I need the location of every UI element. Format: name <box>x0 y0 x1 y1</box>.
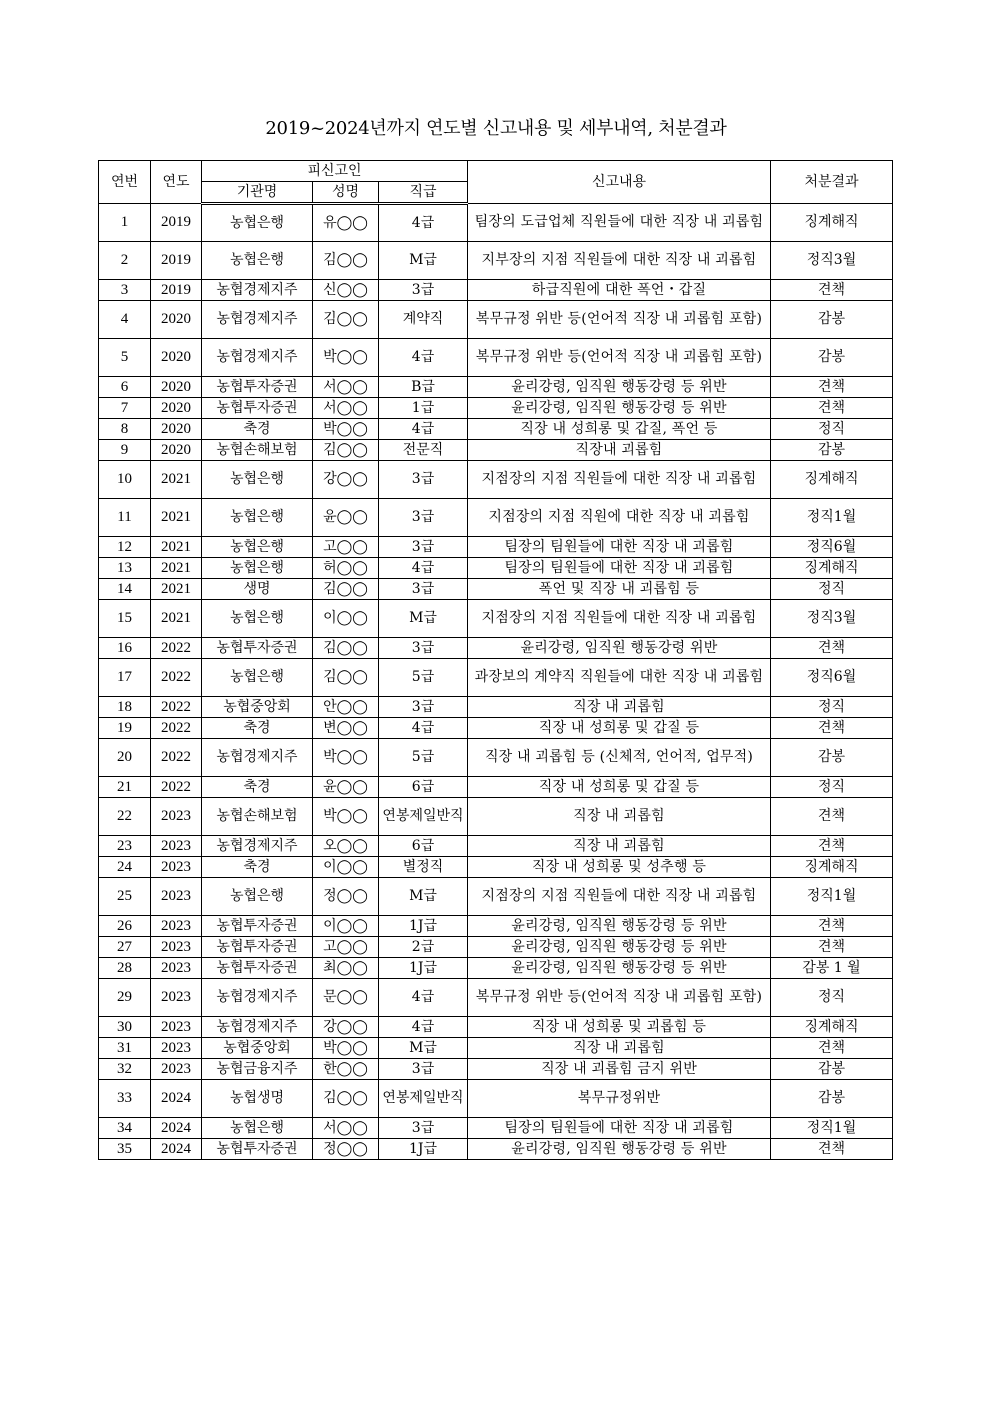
table-row <box>99 937 893 958</box>
table-row <box>99 1059 893 1080</box>
cell-rank: 4급 <box>379 1017 468 1038</box>
table-row <box>99 697 893 718</box>
cell-no: 12 <box>99 537 151 558</box>
cell-result: 견책 <box>771 798 893 836</box>
cell-no: 30 <box>99 1017 151 1038</box>
cell-year: 2019 <box>151 280 202 301</box>
cell-content: 윤리강령, 임직원 행동강령 위반 <box>468 638 771 659</box>
cell-no: 17 <box>99 659 151 697</box>
cell-year: 2023 <box>151 798 202 836</box>
cell-rank: 별정직 <box>379 857 468 878</box>
cell-rank: 4급 <box>379 558 468 579</box>
cell-result: 징계해직 <box>771 857 893 878</box>
table-row <box>99 958 893 979</box>
table-row <box>99 499 893 537</box>
cell-result: 견책 <box>771 718 893 739</box>
cell-org: 농협은행 <box>202 1118 313 1139</box>
cell-no: 8 <box>99 419 151 440</box>
cell-result: 감봉 1 월 <box>771 958 893 979</box>
cell-content: 직장 내 성희롱 및 갑질 등 <box>468 718 771 739</box>
cell-no: 23 <box>99 836 151 857</box>
cell-rank: 3급 <box>379 579 468 600</box>
cell-content: 직장 내 괴롭힘 등 (신체적, 언어적, 업무적) <box>468 739 771 777</box>
cell-org: 농협은행 <box>202 499 313 537</box>
cell-year: 2022 <box>151 697 202 718</box>
cell-content: 복무규정 위반 등(언어적 직장 내 괴롭힘 포함) <box>468 979 771 1017</box>
cell-year: 2023 <box>151 878 202 916</box>
cell-name: 김◯◯ <box>313 242 379 280</box>
cell-result: 정직1월 <box>771 1118 893 1139</box>
cell-name: 서◯◯ <box>313 377 379 398</box>
cell-name: 이◯◯ <box>313 857 379 878</box>
table-row <box>99 718 893 739</box>
table-row <box>99 280 893 301</box>
cell-no: 2 <box>99 242 151 280</box>
header-name: 성명 <box>313 182 379 204</box>
cell-year: 2021 <box>151 600 202 638</box>
cell-rank: M급 <box>379 878 468 916</box>
cell-result: 견책 <box>771 1038 893 1059</box>
table-row <box>99 916 893 937</box>
cell-name: 강◯◯ <box>313 1017 379 1038</box>
cell-no: 26 <box>99 916 151 937</box>
cell-content: 복무규정위반 <box>468 1080 771 1118</box>
cell-year: 2022 <box>151 777 202 798</box>
cell-year: 2023 <box>151 836 202 857</box>
cell-name: 서◯◯ <box>313 398 379 419</box>
cell-rank: 1J급 <box>379 958 468 979</box>
cell-content: 팀장의 팀원들에 대한 직장 내 괴롭힘 <box>468 558 771 579</box>
cell-rank: 4급 <box>379 979 468 1017</box>
cell-org: 농협경제지주 <box>202 836 313 857</box>
cell-content: 지점장의 지점 직원들에 대한 직장 내 괴롭힘 <box>468 878 771 916</box>
cell-rank: 연봉제일반직 <box>379 798 468 836</box>
cell-no: 5 <box>99 339 151 377</box>
table-row <box>99 600 893 638</box>
cell-no: 20 <box>99 739 151 777</box>
cell-no: 33 <box>99 1080 151 1118</box>
cell-content: 팀장의 도급업체 직원들에 대한 직장 내 괴롭힘 <box>468 204 771 242</box>
cell-result: 정직1월 <box>771 878 893 916</box>
cell-year: 2020 <box>151 398 202 419</box>
cell-result: 견책 <box>771 916 893 937</box>
cell-org: 농협은행 <box>202 878 313 916</box>
cell-name: 김◯◯ <box>313 440 379 461</box>
cell-year: 2020 <box>151 419 202 440</box>
cell-result: 정직 <box>771 579 893 600</box>
cell-rank: M급 <box>379 1038 468 1059</box>
cell-year: 2020 <box>151 440 202 461</box>
cell-org: 농협투자증권 <box>202 398 313 419</box>
cell-org: 농협중앙회 <box>202 697 313 718</box>
cell-result: 징계해직 <box>771 1017 893 1038</box>
cell-year: 2021 <box>151 537 202 558</box>
cell-name: 김◯◯ <box>313 1080 379 1118</box>
cell-result: 견책 <box>771 937 893 958</box>
cell-name: 박◯◯ <box>313 419 379 440</box>
cell-result: 징계해직 <box>771 461 893 499</box>
table-row <box>99 242 893 280</box>
cell-org: 농협투자증권 <box>202 958 313 979</box>
cell-rank: 전문직 <box>379 440 468 461</box>
cell-name: 정◯◯ <box>313 878 379 916</box>
table-row <box>99 739 893 777</box>
table-row <box>99 1139 893 1160</box>
cell-result: 정직 <box>771 979 893 1017</box>
cell-org: 농협경제지주 <box>202 280 313 301</box>
cell-content: 직장 내 괴롭힘 금지 위반 <box>468 1059 771 1080</box>
cell-org: 농협은행 <box>202 242 313 280</box>
cell-no: 9 <box>99 440 151 461</box>
header-org: 기관명 <box>202 182 313 204</box>
cell-year: 2023 <box>151 958 202 979</box>
cell-year: 2019 <box>151 242 202 280</box>
table-row <box>99 1038 893 1059</box>
cell-name: 강◯◯ <box>313 461 379 499</box>
cell-rank: 3급 <box>379 638 468 659</box>
cell-result: 견책 <box>771 280 893 301</box>
cell-name: 박◯◯ <box>313 339 379 377</box>
cell-org: 농협경제지주 <box>202 1017 313 1038</box>
cell-year: 2022 <box>151 739 202 777</box>
cell-no: 11 <box>99 499 151 537</box>
cell-rank: 1J급 <box>379 916 468 937</box>
cell-content: 지점장의 지점 직원들에 대한 직장 내 괴롭힘 <box>468 461 771 499</box>
cell-content: 지부장의 지점 직원들에 대한 직장 내 괴롭힘 <box>468 242 771 280</box>
cell-content: 윤리강령, 임직원 행동강령 등 위반 <box>468 1139 771 1160</box>
cell-content: 팀장의 팀원들에 대한 직장 내 괴롭힘 <box>468 537 771 558</box>
cell-no: 32 <box>99 1059 151 1080</box>
cell-content: 직장 내 성희롱 및 괴롭힘 등 <box>468 1017 771 1038</box>
table-row <box>99 558 893 579</box>
cell-year: 2023 <box>151 916 202 937</box>
cell-name: 최◯◯ <box>313 958 379 979</box>
cell-result: 견책 <box>771 1139 893 1160</box>
header-no: 연번 <box>99 161 151 204</box>
header-result: 처분결과 <box>771 161 893 204</box>
cell-year: 2023 <box>151 979 202 1017</box>
cell-rank: 1J급 <box>379 1139 468 1160</box>
table-row <box>99 461 893 499</box>
cell-org: 농협투자증권 <box>202 377 313 398</box>
cell-result: 감봉 <box>771 440 893 461</box>
cell-content: 직장 내 괴롭힘 <box>468 836 771 857</box>
cell-result: 감봉 <box>771 301 893 339</box>
cell-no: 13 <box>99 558 151 579</box>
cell-content: 폭언 및 직장 내 괴롭힘 등 <box>468 579 771 600</box>
cell-result: 견책 <box>771 377 893 398</box>
cell-rank: 4급 <box>379 419 468 440</box>
cell-org: 축경 <box>202 857 313 878</box>
cell-content: 윤리강령, 임직원 행동강령 등 위반 <box>468 937 771 958</box>
cell-rank: 4급 <box>379 718 468 739</box>
cell-no: 19 <box>99 718 151 739</box>
cell-org: 농협손해보험 <box>202 440 313 461</box>
cell-name: 윤◯◯ <box>313 499 379 537</box>
cell-org: 농협손해보험 <box>202 798 313 836</box>
cell-rank: 4급 <box>379 339 468 377</box>
cell-result: 견책 <box>771 398 893 419</box>
cell-org: 농협은행 <box>202 204 313 242</box>
cell-name: 문◯◯ <box>313 979 379 1017</box>
cell-result: 정직 <box>771 777 893 798</box>
table-row <box>99 339 893 377</box>
cell-content: 직장 내 성희롱 및 갑질 등 <box>468 777 771 798</box>
cell-rank: M급 <box>379 242 468 280</box>
table-row <box>99 1017 893 1038</box>
cell-rank: 5급 <box>379 739 468 777</box>
table-row <box>99 777 893 798</box>
cell-result: 징계해직 <box>771 558 893 579</box>
cell-year: 2020 <box>151 377 202 398</box>
header-content: 신고내용 <box>468 161 771 204</box>
cell-name: 박◯◯ <box>313 798 379 836</box>
cell-name: 오◯◯ <box>313 836 379 857</box>
document-title: 2019~2024년까지 연도별 신고내용 및 세부내역, 처분결과 <box>265 118 727 139</box>
cell-no: 21 <box>99 777 151 798</box>
cell-name: 이◯◯ <box>313 916 379 937</box>
cell-year: 2021 <box>151 579 202 600</box>
cell-org: 생명 <box>202 579 313 600</box>
table-row <box>99 638 893 659</box>
cell-year: 2021 <box>151 499 202 537</box>
cell-no: 16 <box>99 638 151 659</box>
cell-result: 정직 <box>771 419 893 440</box>
cell-name: 유◯◯ <box>313 204 379 242</box>
header-rank: 직급 <box>379 182 468 204</box>
cell-org: 농협경제지주 <box>202 301 313 339</box>
cell-org: 농협은행 <box>202 537 313 558</box>
cell-name: 김◯◯ <box>313 301 379 339</box>
cell-name: 변◯◯ <box>313 718 379 739</box>
cell-name: 김◯◯ <box>313 659 379 697</box>
cell-rank: 3급 <box>379 1059 468 1080</box>
cell-rank: 2급 <box>379 937 468 958</box>
cell-result: 감봉 <box>771 339 893 377</box>
cell-name: 한◯◯ <box>313 1059 379 1080</box>
cell-name: 허◯◯ <box>313 558 379 579</box>
cell-content: 과장보의 계약직 직원들에 대한 직장 내 괴롭힘 <box>468 659 771 697</box>
cell-rank: 3급 <box>379 1118 468 1139</box>
cell-year: 2021 <box>151 558 202 579</box>
cell-org: 농협은행 <box>202 558 313 579</box>
cell-rank: 6급 <box>379 777 468 798</box>
cell-year: 2024 <box>151 1118 202 1139</box>
cell-result: 징계해직 <box>771 204 893 242</box>
cell-result: 정직6월 <box>771 659 893 697</box>
cell-result: 감봉 <box>771 739 893 777</box>
cell-year: 2022 <box>151 659 202 697</box>
cell-result: 감봉 <box>771 1059 893 1080</box>
cell-rank: 3급 <box>379 499 468 537</box>
cell-org: 농협투자증권 <box>202 916 313 937</box>
cell-org: 농협은행 <box>202 659 313 697</box>
cell-name: 서◯◯ <box>313 1118 379 1139</box>
cell-content: 윤리강령, 임직원 행동강령 등 위반 <box>468 916 771 937</box>
table-row <box>99 398 893 419</box>
cell-no: 31 <box>99 1038 151 1059</box>
cell-name: 고◯◯ <box>313 537 379 558</box>
cell-name: 박◯◯ <box>313 739 379 777</box>
cell-org: 농협경제지주 <box>202 339 313 377</box>
cell-no: 3 <box>99 280 151 301</box>
cell-org: 농협금융지주 <box>202 1059 313 1080</box>
table-row <box>99 798 893 836</box>
cell-rank: M급 <box>379 600 468 638</box>
cell-content: 직장 내 괴롭힘 <box>468 1038 771 1059</box>
table-row <box>99 419 893 440</box>
cell-no: 1 <box>99 204 151 242</box>
cell-no: 27 <box>99 937 151 958</box>
cell-content: 윤리강령, 임직원 행동강령 등 위반 <box>468 958 771 979</box>
cell-result: 정직3월 <box>771 242 893 280</box>
cell-name: 정◯◯ <box>313 1139 379 1160</box>
cell-year: 2023 <box>151 857 202 878</box>
cell-year: 2022 <box>151 718 202 739</box>
cell-name: 박◯◯ <box>313 1038 379 1059</box>
cell-rank: 4급 <box>379 204 468 242</box>
table-row <box>99 377 893 398</box>
cell-rank: 1급 <box>379 398 468 419</box>
cell-year: 2024 <box>151 1080 202 1118</box>
cell-content: 윤리강령, 임직원 행동강령 등 위반 <box>468 398 771 419</box>
cell-no: 10 <box>99 461 151 499</box>
disciplinary-table <box>98 160 893 1160</box>
cell-org: 농협경제지주 <box>202 979 313 1017</box>
cell-year: 2023 <box>151 1059 202 1080</box>
table-row <box>99 579 893 600</box>
cell-name: 김◯◯ <box>313 638 379 659</box>
cell-name: 신◯◯ <box>313 280 379 301</box>
cell-org: 농협중앙회 <box>202 1038 313 1059</box>
cell-result: 정직 <box>771 697 893 718</box>
cell-no: 14 <box>99 579 151 600</box>
table-row <box>99 857 893 878</box>
cell-content: 직장 내 괴롭힘 <box>468 697 771 718</box>
cell-content: 윤리강령, 임직원 행동강령 등 위반 <box>468 377 771 398</box>
cell-org: 축경 <box>202 419 313 440</box>
cell-no: 7 <box>99 398 151 419</box>
cell-name: 윤◯◯ <box>313 777 379 798</box>
cell-rank: 연봉제일반직 <box>379 1080 468 1118</box>
cell-rank: 5급 <box>379 659 468 697</box>
cell-name: 안◯◯ <box>313 697 379 718</box>
cell-no: 29 <box>99 979 151 1017</box>
cell-content: 지점장의 지점 직원들에 대한 직장 내 괴롭힘 <box>468 600 771 638</box>
cell-no: 35 <box>99 1139 151 1160</box>
cell-no: 22 <box>99 798 151 836</box>
cell-rank: 3급 <box>379 461 468 499</box>
header-year: 연도 <box>151 161 202 204</box>
cell-year: 2019 <box>151 204 202 242</box>
cell-content: 직장내 괴롭힘 <box>468 440 771 461</box>
cell-content: 팀장의 팀원들에 대한 직장 내 괴롭힘 <box>468 1118 771 1139</box>
cell-name: 김◯◯ <box>313 579 379 600</box>
cell-result: 정직1월 <box>771 499 893 537</box>
cell-org: 농협투자증권 <box>202 1139 313 1160</box>
cell-org: 농협경제지주 <box>202 739 313 777</box>
cell-org: 축경 <box>202 777 313 798</box>
cell-no: 15 <box>99 600 151 638</box>
cell-name: 이◯◯ <box>313 600 379 638</box>
cell-result: 정직3월 <box>771 600 893 638</box>
cell-org: 농협투자증권 <box>202 937 313 958</box>
table-row <box>99 1080 893 1118</box>
table-row <box>99 440 893 461</box>
table-row <box>99 659 893 697</box>
header-respondent: 피신고인 <box>202 161 468 182</box>
cell-year: 2020 <box>151 301 202 339</box>
cell-rank: B급 <box>379 377 468 398</box>
cell-rank: 계약직 <box>379 301 468 339</box>
cell-rank: 3급 <box>379 697 468 718</box>
cell-rank: 3급 <box>379 280 468 301</box>
cell-content: 직장 내 성희롱 및 갑질, 폭언 등 <box>468 419 771 440</box>
cell-year: 2021 <box>151 461 202 499</box>
cell-content: 직장 내 괴롭힘 <box>468 798 771 836</box>
cell-no: 28 <box>99 958 151 979</box>
table-row <box>99 301 893 339</box>
cell-org: 축경 <box>202 718 313 739</box>
cell-org: 농협생명 <box>202 1080 313 1118</box>
cell-no: 34 <box>99 1118 151 1139</box>
table-body <box>99 204 893 1160</box>
cell-year: 2023 <box>151 1038 202 1059</box>
cell-org: 농협은행 <box>202 600 313 638</box>
cell-content: 복무규정 위반 등(언어적 직장 내 괴롭힘 포함) <box>468 339 771 377</box>
cell-result: 정직6월 <box>771 537 893 558</box>
cell-year: 2022 <box>151 638 202 659</box>
cell-content: 복무규정 위반 등(언어적 직장 내 괴롭힘 포함) <box>468 301 771 339</box>
table-row <box>99 836 893 857</box>
cell-year: 2023 <box>151 1017 202 1038</box>
cell-name: 고◯◯ <box>313 937 379 958</box>
table-row <box>99 204 893 242</box>
cell-result: 감봉 <box>771 1080 893 1118</box>
cell-content: 하급직원에 대한 폭언・갑질 <box>468 280 771 301</box>
cell-result: 견책 <box>771 836 893 857</box>
cell-result: 견책 <box>771 638 893 659</box>
cell-no: 6 <box>99 377 151 398</box>
table-row <box>99 878 893 916</box>
cell-no: 4 <box>99 301 151 339</box>
table-row <box>99 537 893 558</box>
cell-org: 농협은행 <box>202 461 313 499</box>
cell-no: 24 <box>99 857 151 878</box>
cell-year: 2020 <box>151 339 202 377</box>
cell-rank: 6급 <box>379 836 468 857</box>
cell-rank: 3급 <box>379 537 468 558</box>
cell-org: 농협투자증권 <box>202 638 313 659</box>
cell-content: 직장 내 성희롱 및 성추행 등 <box>468 857 771 878</box>
table-row <box>99 1118 893 1139</box>
cell-year: 2024 <box>151 1139 202 1160</box>
cell-no: 18 <box>99 697 151 718</box>
table-row <box>99 979 893 1017</box>
cell-year: 2023 <box>151 937 202 958</box>
cell-no: 25 <box>99 878 151 916</box>
cell-content: 지점장의 지점 직원에 대한 직장 내 괴롭힘 <box>468 499 771 537</box>
